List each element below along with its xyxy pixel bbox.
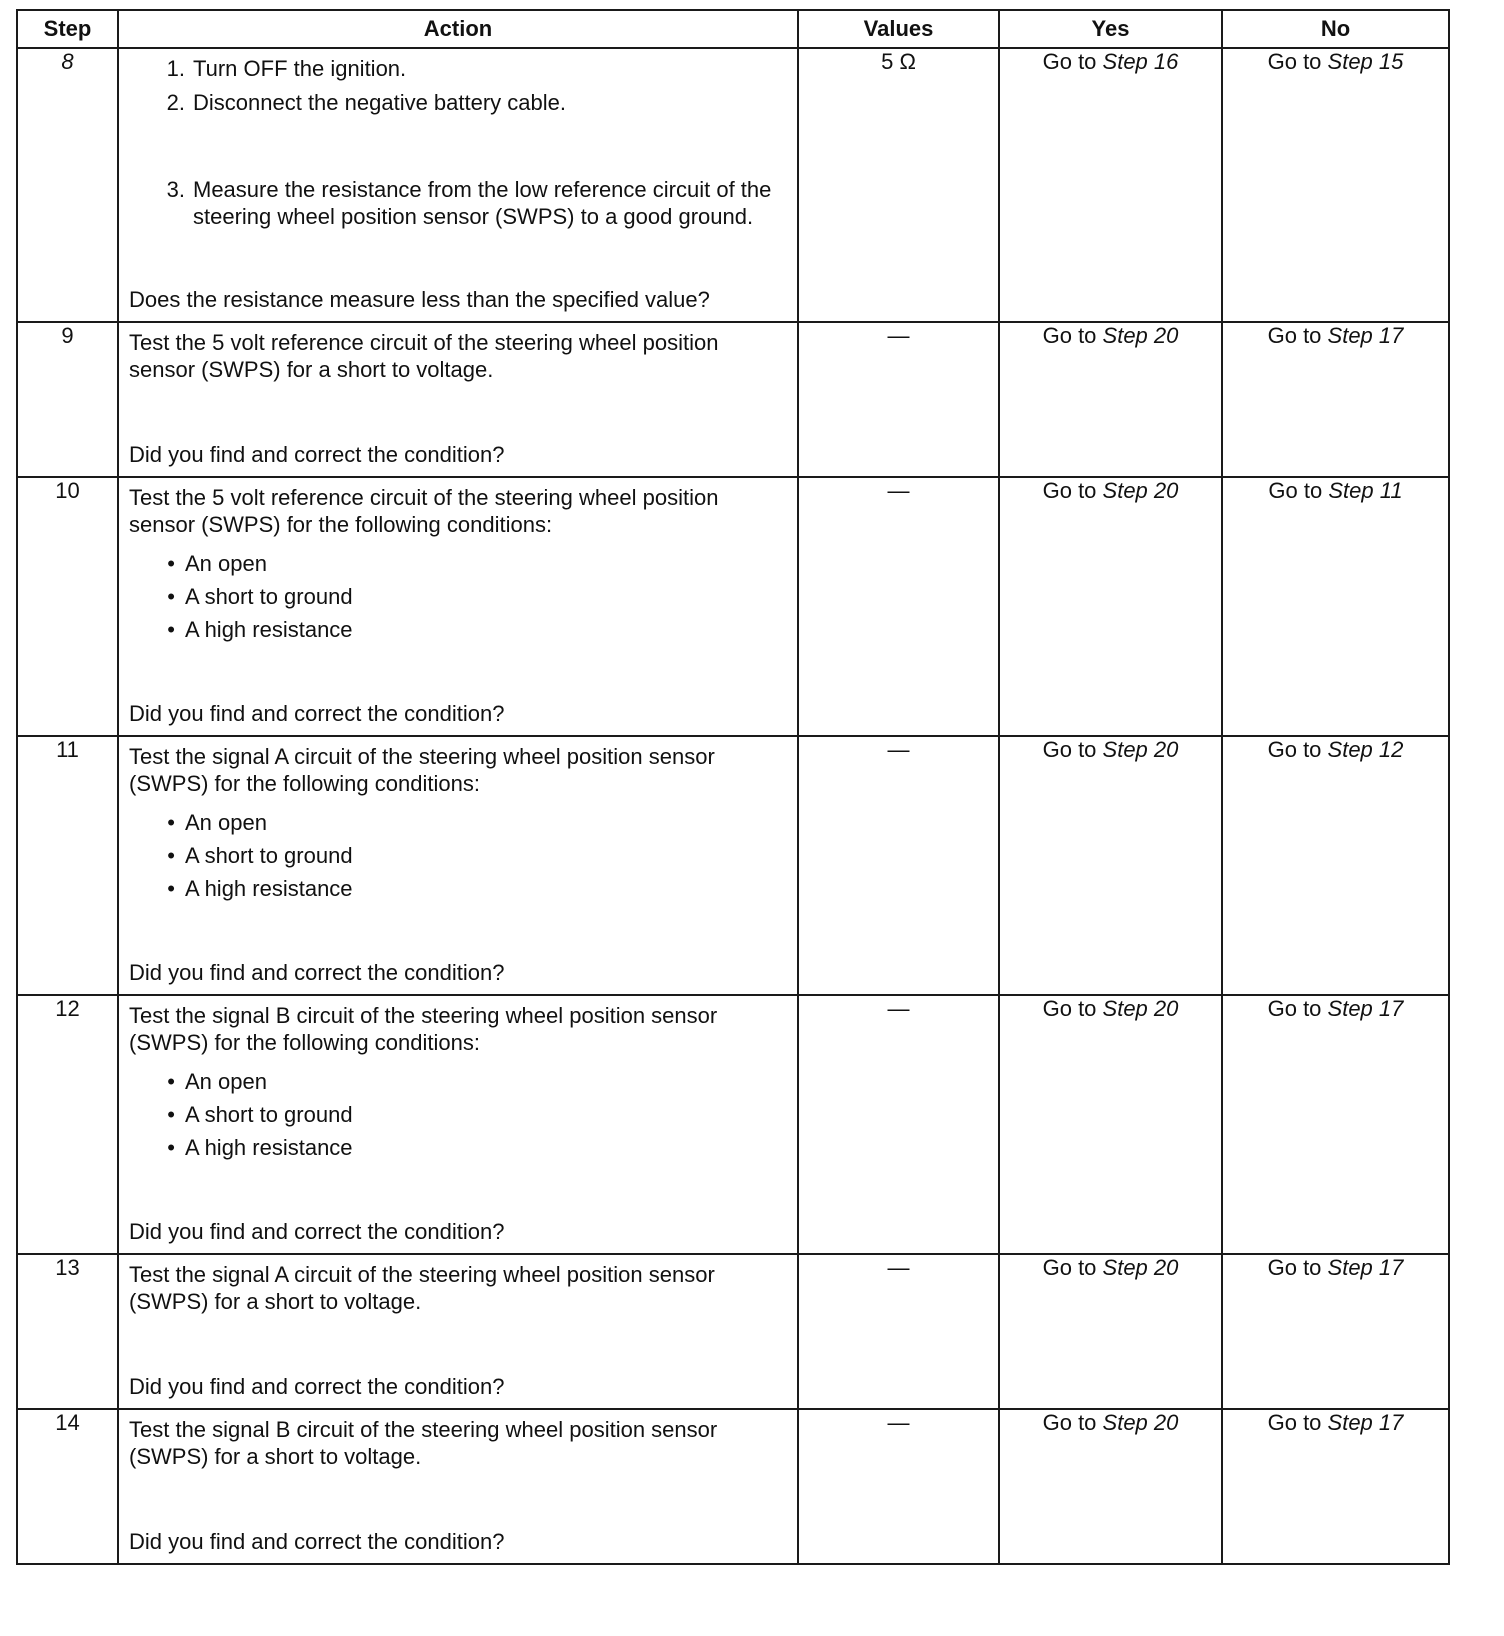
- no-step-link: Step 17: [1327, 996, 1404, 1021]
- yes-cell: Go to Step 20: [999, 736, 1222, 995]
- no-step-link: Step 15: [1327, 49, 1404, 74]
- table-row: [17, 736, 1449, 995]
- header-values: Values: [798, 10, 999, 48]
- question-text: Does the resistance measure less than the specified value?: [129, 287, 710, 312]
- table-row: [17, 995, 1449, 1254]
- table-header-row: [17, 10, 1449, 48]
- procedure-list: [129, 55, 787, 230]
- values-cell: —: [798, 322, 999, 477]
- action-intro: Test the signal A circuit of the steering wheel position sensor (SWPS) for the following conditions:: [129, 744, 715, 796]
- yes-cell: Go to Step 20: [999, 477, 1222, 736]
- no-cell: Go to Step 17: [1222, 1409, 1449, 1564]
- values-cell: —: [798, 736, 999, 995]
- action-cell: [118, 1254, 798, 1409]
- yes-step-link: Step 20: [1102, 323, 1179, 348]
- action-cell: [118, 995, 798, 1254]
- condition-list: [129, 803, 787, 908]
- yes-step-link: Step 20: [1102, 737, 1179, 762]
- yes-cell: Go to Step 16: [999, 48, 1222, 322]
- action-cell: [118, 477, 798, 736]
- list-item: 3. Measure the resistance from the low reference circuit of the steering wheel position sensor (SWPS) to a good ground.: [166, 177, 772, 229]
- header-yes: Yes: [999, 10, 1222, 48]
- action-intro: Test the 5 volt reference circuit of the steering wheel position sensor (SWPS) for the following conditions:: [129, 485, 719, 537]
- action-intro: Test the signal B circuit of the steering wheel position sensor (SWPS) for a short to voltage.: [129, 1417, 718, 1469]
- list-item: • An open: [167, 810, 267, 835]
- values-cell: —: [798, 1254, 999, 1409]
- list-item: • An open: [167, 551, 267, 576]
- yes-cell: Go to Step 20: [999, 322, 1222, 477]
- yes-cell: Go to Step 20: [999, 995, 1222, 1254]
- yes-cell: Go to Step 20: [999, 1254, 1222, 1409]
- yes-step-link: Step 20: [1102, 996, 1179, 1021]
- diagnostic-table: [16, 9, 1450, 1565]
- no-step-link: Step 17: [1327, 1255, 1404, 1280]
- list-item: 1. Turn OFF the ignition.: [166, 56, 407, 81]
- step-number: 14: [17, 1409, 118, 1564]
- header-step: Step: [17, 10, 118, 48]
- list-item: • A short to ground: [167, 584, 353, 609]
- step-number: 12: [17, 995, 118, 1254]
- step-number: 9: [17, 322, 118, 477]
- no-cell: Go to Step 15: [1222, 48, 1449, 322]
- question-text: Did you find and correct the condition?: [129, 442, 505, 467]
- action-cell: [118, 48, 798, 322]
- values-cell: —: [798, 477, 999, 736]
- no-cell: Go to Step 17: [1222, 322, 1449, 477]
- list-item: • An open: [167, 1069, 267, 1094]
- question-text: Did you find and correct the condition?: [129, 1374, 505, 1399]
- question-text: Did you find and correct the condition?: [129, 701, 505, 726]
- no-step-link: Step 12: [1327, 737, 1404, 762]
- header-no: No: [1222, 10, 1449, 48]
- list-item: • A high resistance: [167, 1135, 353, 1160]
- question-text: Did you find and correct the condition?: [129, 1529, 505, 1554]
- yes-step-link: Step 20: [1102, 1255, 1179, 1280]
- yes-step-link: Step 20: [1102, 1410, 1179, 1435]
- step-number: 11: [17, 736, 118, 995]
- no-cell: Go to Step 17: [1222, 1254, 1449, 1409]
- values-cell: —: [798, 995, 999, 1254]
- table-row: [17, 1409, 1449, 1564]
- no-cell: Go to Step 17: [1222, 995, 1449, 1254]
- yes-step-link: Step 20: [1102, 478, 1179, 503]
- question-text: Did you find and correct the condition?: [129, 960, 505, 985]
- table-row: [17, 477, 1449, 736]
- yes-step-link: Step 16: [1102, 49, 1179, 74]
- action-cell: [118, 1409, 798, 1564]
- condition-list: [129, 1062, 787, 1167]
- list-item: • A high resistance: [167, 617, 353, 642]
- action-intro: Test the 5 volt reference circuit of the steering wheel position sensor (SWPS) for a short to voltage.: [129, 330, 719, 382]
- action-cell: [118, 736, 798, 995]
- no-step-link: Step 11: [1328, 478, 1403, 503]
- values-cell: 5 Ω: [798, 48, 999, 322]
- table-row: [17, 322, 1449, 477]
- values-cell: —: [798, 1409, 999, 1564]
- condition-list: [129, 544, 787, 649]
- yes-cell: Go to Step 20: [999, 1409, 1222, 1564]
- no-step-link: Step 17: [1327, 1410, 1404, 1435]
- table-row: [17, 48, 1449, 322]
- no-cell: Go to Step 12: [1222, 736, 1449, 995]
- list-item: • A short to ground: [167, 843, 353, 868]
- action-intro: Test the signal A circuit of the steering wheel position sensor (SWPS) for a short to voltage.: [129, 1262, 715, 1314]
- header-action: Action: [118, 10, 798, 48]
- step-number: 10: [17, 477, 118, 736]
- list-item: • A short to ground: [167, 1102, 353, 1127]
- step-number: 13: [17, 1254, 118, 1409]
- action-cell: [118, 322, 798, 477]
- question-text: Did you find and correct the condition?: [129, 1219, 505, 1244]
- list-item: • A high resistance: [167, 876, 353, 901]
- list-item: 2. Disconnect the negative battery cable.: [166, 90, 567, 115]
- table-row: [17, 1254, 1449, 1409]
- no-step-link: Step 17: [1327, 323, 1404, 348]
- action-intro: Test the signal B circuit of the steering wheel position sensor (SWPS) for the following conditions:: [129, 1003, 718, 1055]
- no-cell: Go to Step 11: [1222, 477, 1449, 736]
- step-number: 8: [17, 48, 118, 322]
